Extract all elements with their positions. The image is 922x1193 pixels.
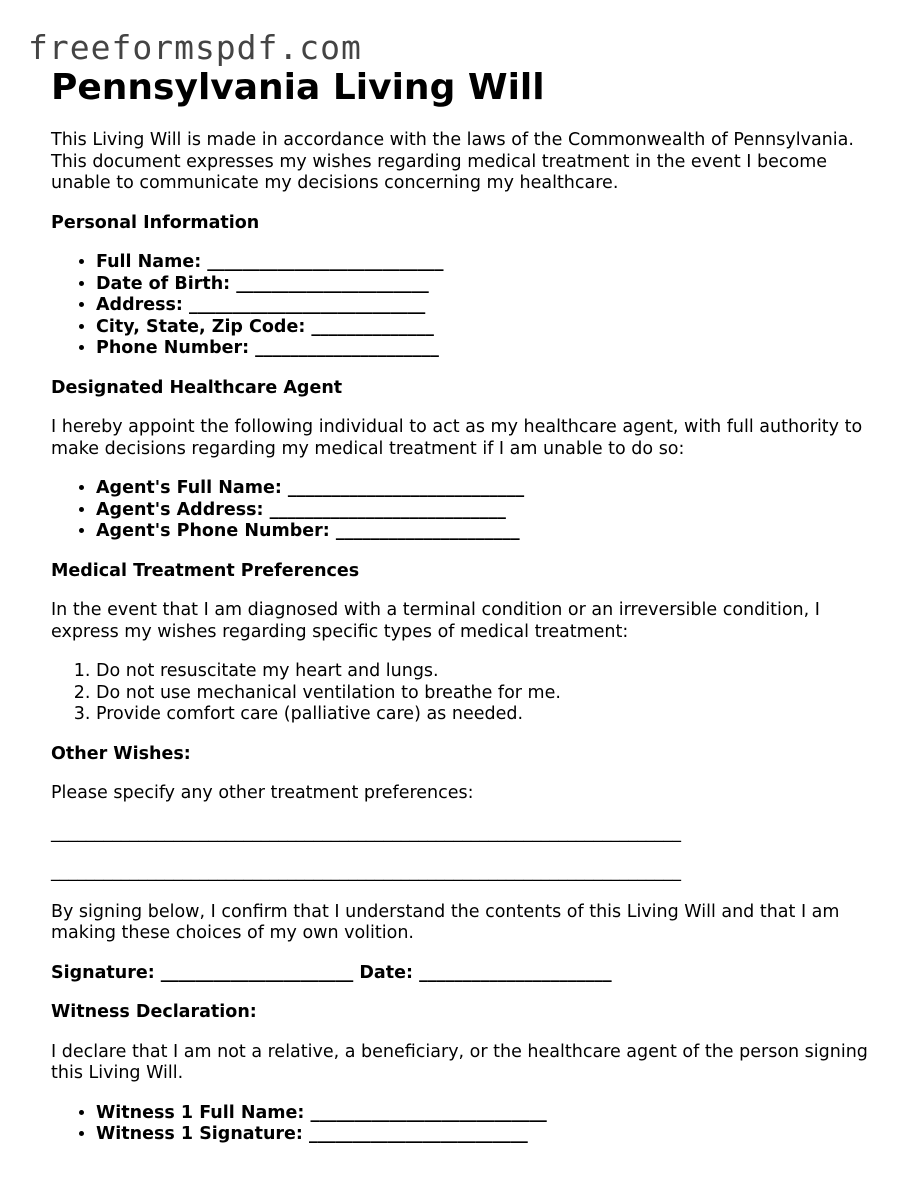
treatment-item: 3. Provide comfort care (palliative care) as needed. — [96, 704, 871, 726]
page-title: Pennsylvania Living Will — [51, 67, 545, 108]
witness-1-name-field[interactable]: • Witness 1 Full Name: ___________________________ — [96, 1103, 871, 1125]
personal-info-heading: Personal Information — [51, 212, 260, 233]
agent-paragraph: I hereby appoint the following individual to act as my healthcare agent, with full authority to make decisions regarding my medical treatment if I am unable to do so: — [51, 417, 863, 459]
other-wishes-line-2[interactable]: ________________________________________________________________________ — [51, 862, 681, 882]
witness-1-signature-field[interactable]: • Witness 1 Signature: _________________________ — [96, 1124, 871, 1146]
agent-heading: Designated Healthcare Agent — [51, 377, 343, 398]
treatment-paragraph: In the event that I am diagnosed with a terminal condition or an irreversible condition, I express my wishes regarding specific types of medical treatment: — [51, 600, 820, 642]
treatment-list — [51, 661, 871, 726]
address-field[interactable]: • Address: ___________________________ — [96, 295, 871, 317]
agent-full-name-field[interactable]: • Agent's Full Name: ___________________________ — [96, 478, 871, 500]
personal-info-list — [51, 252, 871, 360]
witness-heading: Witness Declaration: — [51, 1002, 257, 1022]
agent-address-field[interactable]: • Agent's Address: ___________________________ — [96, 500, 871, 522]
witness-list — [51, 1103, 871, 1146]
other-wishes-paragraph: Please specify any other treatment preferences: — [51, 783, 474, 803]
confirmation-paragraph: By signing below, I confirm that I understand the contents of this Living Will and that I am making these choices of my own volition. — [51, 901, 840, 943]
agent-list — [51, 478, 871, 543]
date-of-birth-field[interactable]: • Date of Birth: ______________________ — [96, 274, 871, 296]
treatment-item: 1. Do not resuscitate my heart and lungs. — [96, 661, 871, 683]
witness-paragraph: I declare that I am not a relative, a beneficiary, or the healthcare agent of the person signing this Living Will. — [51, 1041, 868, 1083]
agent-phone-field[interactable]: • Agent's Phone Number: _____________________ — [96, 521, 871, 543]
other-wishes-line-1[interactable]: ________________________________________________________________________ — [51, 822, 681, 843]
city-state-zip-field[interactable]: • City, State, Zip Code: ______________ — [96, 317, 871, 339]
intro-paragraph: This Living Will is made in accordance with the laws of the Commonwealth of Pennsylvania. This document expresses my wishes regarding medical treatment in the event I become unable to communicate my decisions concerning my healthcare. — [51, 130, 854, 193]
full-name-field[interactable]: • Full Name: ___________________________ — [96, 252, 871, 274]
treatment-item: 2. Do not use mechanical ventilation to breathe for me. — [96, 683, 871, 705]
treatment-heading: Medical Treatment Preferences — [51, 560, 360, 581]
phone-number-field[interactable]: • Phone Number: _____________________ — [96, 338, 871, 360]
watermark: freeformspdf.com — [28, 28, 362, 67]
other-wishes-heading: Other Wishes: — [51, 743, 191, 764]
document-body — [51, 66, 871, 1146]
signature-date-line[interactable]: Signature: ______________________ Date: ______________________ — [51, 962, 612, 983]
